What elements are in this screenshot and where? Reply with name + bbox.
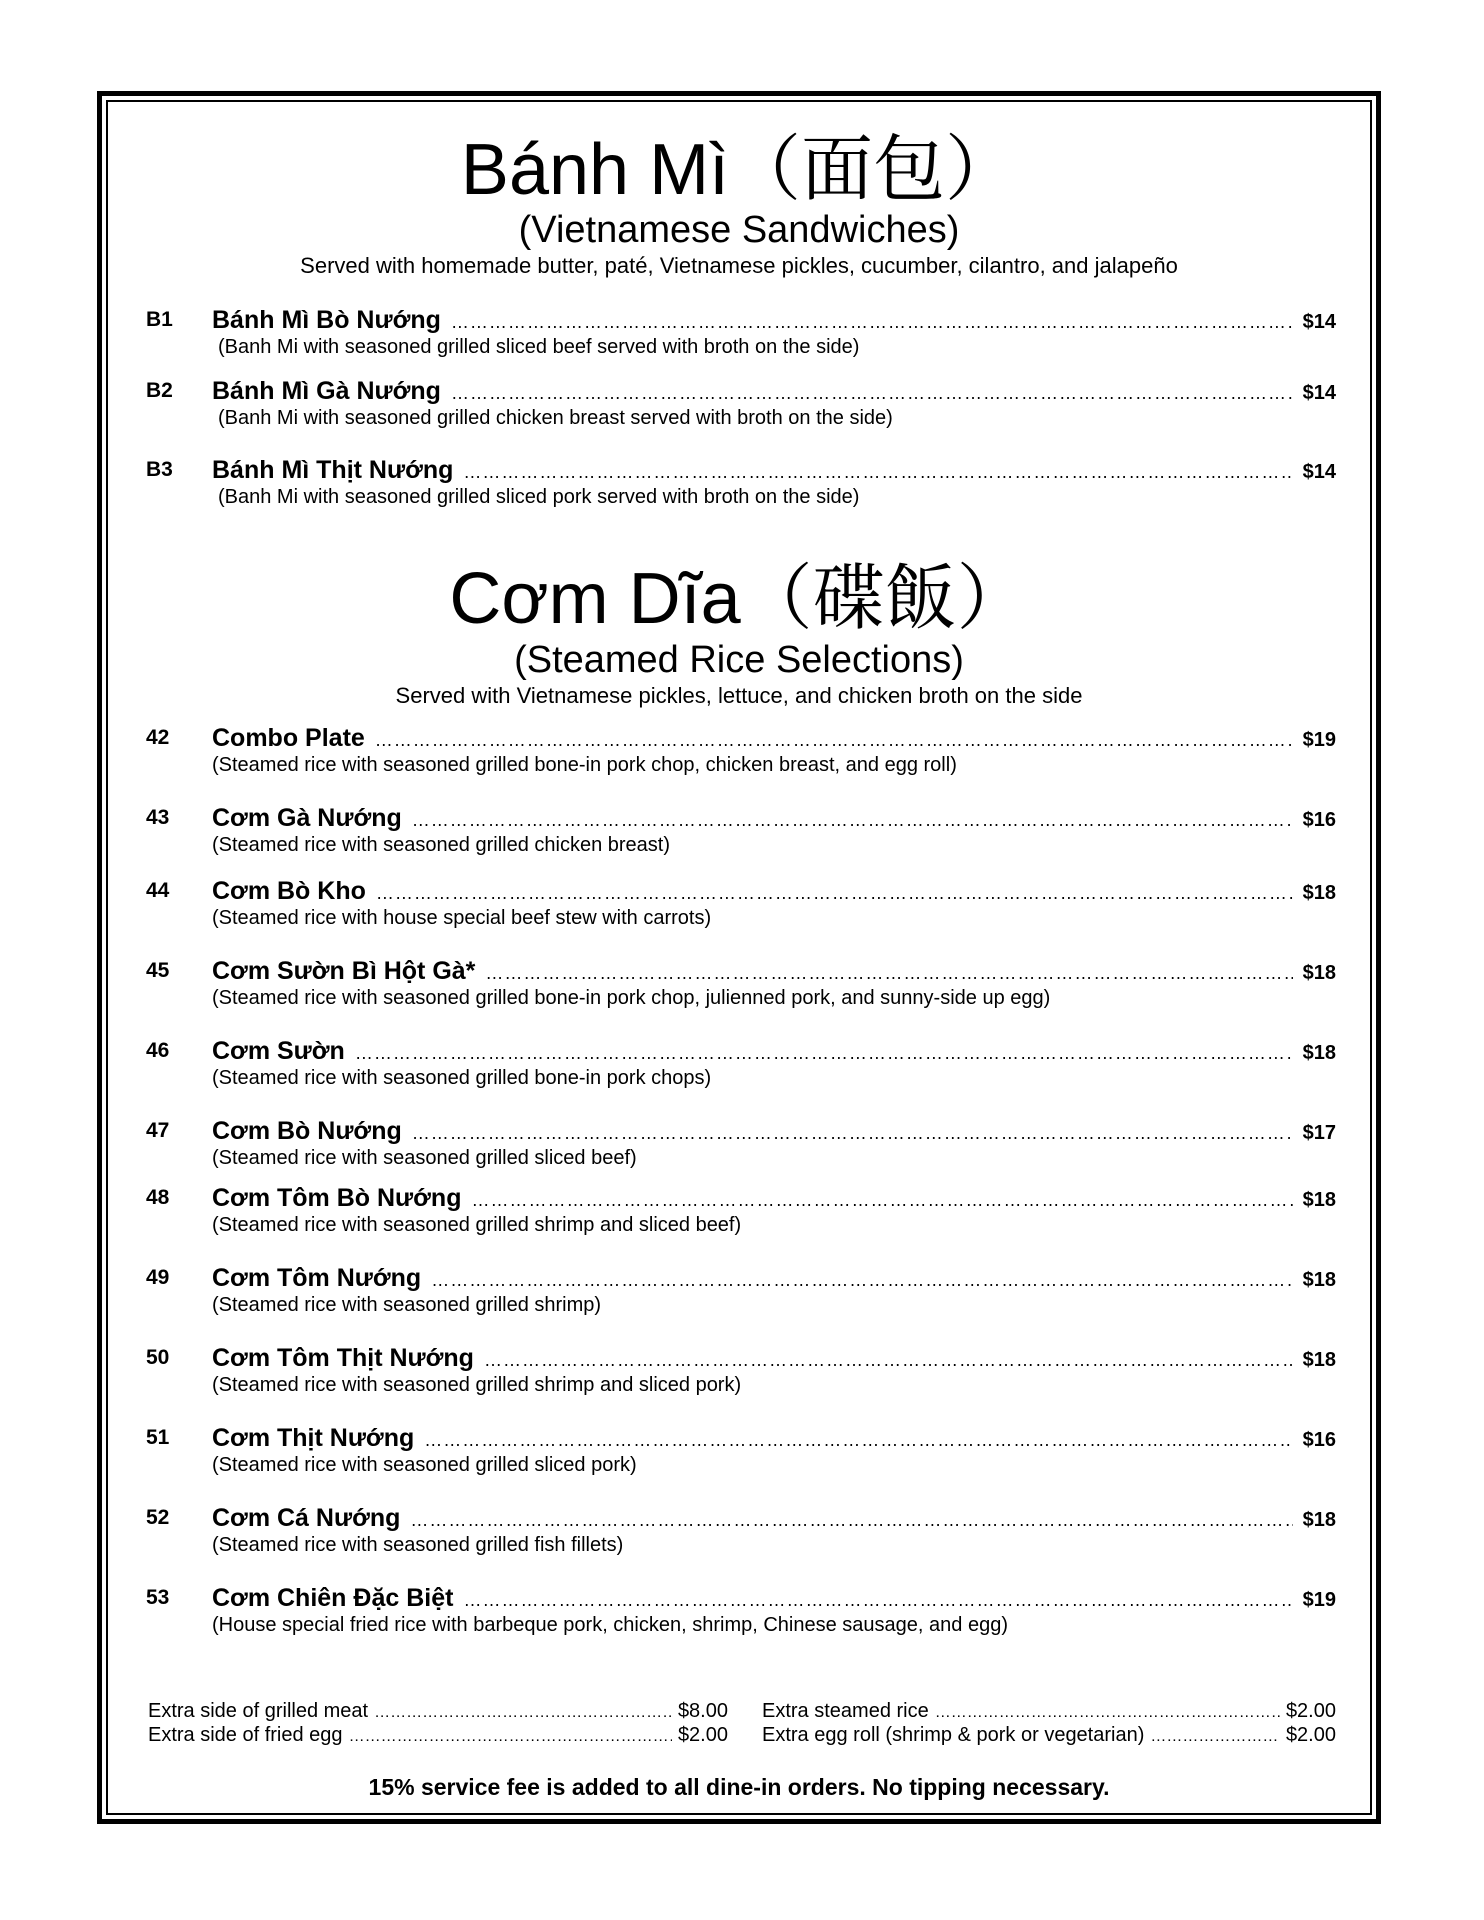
extra-item <box>148 1723 728 1747</box>
banh-mi-subtitle: (Vietnamese Sandwiches) <box>518 209 960 251</box>
item-description: (Steamed rice with seasoned grilled sliced beef) <box>212 1147 637 1169</box>
item-name: Cơm Cá Nướng <box>212 1504 401 1532</box>
extra-label: Extra egg roll (shrimp & pork or vegetarian) <box>762 1724 1145 1746</box>
extra-label: Extra side of grilled meat <box>148 1700 369 1722</box>
extra-price: $2.00 <box>1285 1700 1336 1722</box>
com-dia-subtitle: (Steamed Rice Selections) <box>514 639 964 681</box>
item-name: Cơm Tôm Nướng <box>212 1264 422 1292</box>
item-price: $18 <box>1302 1269 1336 1291</box>
dot-leader <box>484 1350 1293 1371</box>
dot-leader <box>463 1590 1292 1611</box>
extra-item <box>148 1699 728 1723</box>
item-description: (Steamed rice with seasoned grilled bone-in pork chop, julienned pork, and sunny-side up egg) <box>212 987 1051 1009</box>
item-price: $14 <box>1302 382 1336 404</box>
item-name: Bánh Mì Bò Nướng <box>212 306 441 334</box>
dot-leader <box>451 383 1293 404</box>
item-code: 49 <box>146 1266 170 1289</box>
item-code: B3 <box>146 458 173 481</box>
menu-item-43 <box>146 804 1336 864</box>
extra-price: $8.00 <box>677 1700 728 1722</box>
dot-leader <box>376 883 1293 904</box>
banh-mi-title: Bánh Mì（面包） <box>460 130 1018 210</box>
item-price: $18 <box>1302 962 1336 984</box>
menu-item-48 <box>146 1184 1336 1244</box>
com-dia-title: Cơm Dĩa（碟飯） <box>449 559 1029 639</box>
item-code: 46 <box>146 1039 170 1062</box>
extra-price: $2.00 <box>677 1724 728 1746</box>
item-description: (Steamed rice with seasoned grilled shrimp and sliced beef) <box>212 1214 742 1236</box>
dot-leader <box>463 462 1292 483</box>
item-price: $16 <box>1302 1429 1336 1451</box>
item-price: $19 <box>1302 729 1336 751</box>
item-price: $14 <box>1302 461 1336 483</box>
dot-leader <box>485 963 1292 984</box>
item-name: Cơm Tôm Thịt Nướng <box>212 1344 474 1372</box>
item-price: $14 <box>1302 311 1336 333</box>
item-name: Cơm Bò Kho <box>212 877 366 905</box>
dot-leader <box>424 1430 1292 1451</box>
item-price: $16 <box>1302 809 1336 831</box>
extras-left-column <box>148 1699 728 1747</box>
extra-label: Extra side of fried egg <box>148 1724 343 1746</box>
dot-leader <box>412 1123 1293 1144</box>
item-price: $18 <box>1302 1349 1336 1371</box>
dot-leader <box>349 1725 672 1749</box>
menu-item-b2 <box>146 377 1336 437</box>
banh-mi-note: Served with homemade butter, paté, Vietnamese pickles, cucumber, cilantro, and jalapeño <box>300 253 1178 278</box>
dot-leader <box>410 1510 1292 1531</box>
dot-leader <box>471 1190 1292 1211</box>
item-code: 51 <box>146 1426 170 1449</box>
item-code: 48 <box>146 1186 170 1209</box>
item-name: Combo Plate <box>212 724 365 752</box>
menu-item-45 <box>146 957 1336 1017</box>
item-description: (Banh Mi with seasoned grilled sliced pork served with broth on the side) <box>218 486 860 508</box>
item-description: (Steamed rice with house special beef stew with carrots) <box>212 907 712 929</box>
item-description: (Steamed rice with seasoned grilled shrimp) <box>212 1294 602 1316</box>
menu-item-51 <box>146 1424 1336 1484</box>
extra-price: $2.00 <box>1285 1724 1336 1746</box>
item-name: Cơm Tôm Bò Nướng <box>212 1184 462 1212</box>
dot-leader <box>412 810 1293 831</box>
menu-item-49 <box>146 1264 1336 1324</box>
item-name: Bánh Mì Thịt Nướng <box>212 456 454 484</box>
item-name: Cơm Sườn Bì Hột Gà* <box>212 957 476 985</box>
item-code: 42 <box>146 726 170 749</box>
item-code: 50 <box>146 1346 170 1369</box>
extras-right-column <box>762 1699 1336 1747</box>
item-price: $18 <box>1302 1509 1336 1531</box>
dot-leader <box>355 1043 1293 1064</box>
item-description: (Banh Mi with seasoned grilled sliced beef served with broth on the side) <box>218 336 860 358</box>
com-dia-note: Served with Vietnamese pickles, lettuce, and chicken broth on the side <box>395 683 1083 708</box>
item-price: $18 <box>1302 1189 1336 1211</box>
menu-item-46 <box>146 1037 1336 1097</box>
item-name: Bánh Mì Gà Nướng <box>212 377 441 405</box>
menu-item-b3 <box>146 456 1336 516</box>
menu-item-44 <box>146 877 1336 937</box>
item-description: (Steamed rice with seasoned grilled sliced pork) <box>212 1454 637 1476</box>
menu-item-b1 <box>146 306 1336 366</box>
extra-label: Extra steamed rice <box>762 1700 929 1722</box>
item-code: 43 <box>146 806 170 829</box>
item-description: (Steamed rice with seasoned grilled chicken breast) <box>212 834 670 856</box>
dot-leader <box>1150 1725 1280 1749</box>
item-price: $19 <box>1302 1589 1336 1611</box>
item-name: Cơm Gà Nướng <box>212 804 402 832</box>
item-description: (Steamed rice with seasoned grilled bone-in pork chops) <box>212 1067 712 1089</box>
item-name: Cơm Thịt Nướng <box>212 1424 415 1452</box>
menu-item-53 <box>146 1584 1336 1644</box>
dot-leader <box>451 312 1293 333</box>
item-description: (Steamed rice with seasoned grilled bone-in pork chop, chicken breast, and egg roll) <box>212 754 957 776</box>
extra-item <box>762 1723 1336 1747</box>
item-price: $18 <box>1302 882 1336 904</box>
item-code: B2 <box>146 379 173 402</box>
item-code: 44 <box>146 879 170 902</box>
item-description: (Steamed rice with seasoned grilled shrimp and sliced pork) <box>212 1374 742 1396</box>
service-fee-note: 15% service fee is added to all dine-in orders. No tipping necessary. <box>368 1774 1110 1800</box>
item-code: 47 <box>146 1119 170 1142</box>
item-description: (Banh Mi with seasoned grilled chicken breast served with broth on the side) <box>218 407 893 429</box>
menu-item-42 <box>146 724 1336 784</box>
item-code: 53 <box>146 1586 170 1609</box>
item-price: $18 <box>1302 1042 1336 1064</box>
item-price: $17 <box>1302 1122 1336 1144</box>
item-description: (Steamed rice with seasoned grilled fish fillets) <box>212 1534 624 1556</box>
item-description: (House special fried rice with barbeque pork, chicken, shrimp, Chinese sausage, and egg) <box>212 1614 1008 1636</box>
menu-item-47 <box>146 1117 1336 1177</box>
dot-leader <box>431 1270 1292 1291</box>
menu-item-50 <box>146 1344 1336 1404</box>
menu-item-52 <box>146 1504 1336 1564</box>
dot-leader <box>374 1701 672 1725</box>
item-name: Cơm Chiên Đặc Biệt <box>212 1584 454 1612</box>
item-code: 45 <box>146 959 170 982</box>
item-code: 52 <box>146 1506 170 1529</box>
extra-item <box>762 1699 1336 1723</box>
item-code: B1 <box>146 308 173 331</box>
dot-leader <box>935 1701 1280 1725</box>
item-name: Cơm Bò Nướng <box>212 1117 402 1145</box>
item-name: Cơm Sườn <box>212 1037 345 1065</box>
dot-leader <box>375 730 1293 751</box>
